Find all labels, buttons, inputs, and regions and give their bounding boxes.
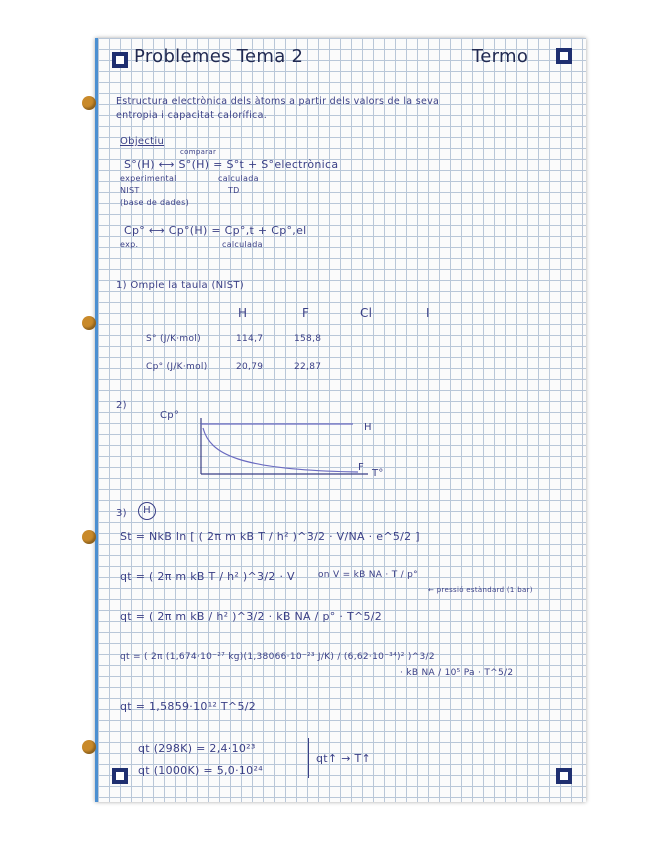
- section-2-heading: 2): [116, 400, 127, 411]
- volume-definition: on V = kB NA · T / p°: [318, 570, 418, 580]
- heat-capacity-equation: Cp° ⟷ Cp°(H) = Cp°,t + Cp°,el: [124, 224, 307, 237]
- column-h: H: [238, 306, 248, 320]
- subject-label: Termo: [472, 46, 529, 67]
- column-cl: Cl: [360, 306, 373, 320]
- intro-line-1: Estructura electrònica dels àtoms a partir dels valors de la seva: [116, 96, 440, 107]
- qt-1000k: qt (1000K) = 5,0·10²⁴: [138, 764, 263, 777]
- conclusion: qt↑ → T↑: [316, 752, 372, 765]
- partition-function-eq: qt = ( 2π m kB T / h² )^3/2 · V: [120, 570, 295, 583]
- series-h-label: H: [364, 422, 372, 433]
- cp-h-value: 20,79: [236, 362, 264, 372]
- td-label: TD: [228, 186, 240, 195]
- partition-function-numeric: qt = ( 2π (1,674·10⁻²⁷ kg)(1,38066·10⁻²³ J/K) / (6,62·10⁻³⁴)² )^3/2: [120, 652, 435, 662]
- qt-298k: qt (298K) = 2,4·10²³: [138, 742, 256, 755]
- graph-xlabel: T°: [372, 468, 384, 479]
- calculated-label: calculada: [218, 174, 259, 183]
- notebook-page: [95, 38, 586, 802]
- binder-hole-icon: [82, 96, 96, 110]
- objective-heading: Objectiu: [120, 136, 165, 147]
- cp-f-value: 22,87: [294, 362, 322, 372]
- section-3-heading: 3): [116, 508, 127, 519]
- exp-label: exp.: [120, 240, 139, 249]
- intro-line-2: entropia i capacitat calorífica.: [116, 110, 268, 121]
- compare-label: comparar: [180, 148, 217, 156]
- entropy-h-value: 114,7: [236, 334, 264, 344]
- binder-hole-icon: [82, 530, 96, 544]
- corner-box-icon: [112, 768, 128, 784]
- page-title: Problemes Tema 2: [134, 46, 304, 67]
- row-cp-label: Cp° (J/K·mol): [146, 362, 208, 372]
- nist-label: NIST: [120, 186, 140, 195]
- partition-function-numeric-tail: · kB NA / 10⁵ Pa · T^5/2: [400, 668, 514, 678]
- partition-function-result: qt = 1,5859·10¹² T^5/2: [120, 700, 257, 713]
- column-i: I: [426, 306, 430, 320]
- binder-hole-icon: [82, 740, 96, 754]
- standard-pressure-note: ← pressió estàndard (1 bar): [428, 586, 533, 594]
- graph-ylabel: Cp°: [160, 410, 180, 421]
- partition-function-simplified: qt = ( 2π m kB / h² )^3/2 · kB NA / p° · T^5/2: [120, 610, 383, 623]
- experimental-label: experimental: [120, 174, 177, 183]
- entropy-f-value: 158,8: [294, 334, 322, 344]
- series-f-label: F: [358, 462, 365, 473]
- database-label: (base de dades): [120, 198, 190, 207]
- circled-h: H: [138, 502, 156, 520]
- entropy-equation: S°(H) ⟷ S°(H) = S°t + S°electrònica: [124, 158, 339, 171]
- series-f-curve: [203, 428, 358, 472]
- column-f: F: [302, 306, 310, 320]
- cp-sketch-graph: [198, 418, 388, 488]
- row-entropy-label: S° (J/K·mol): [146, 334, 201, 344]
- corner-box-icon: [112, 52, 128, 68]
- calculated-label-2: calculada: [222, 240, 263, 249]
- binder-hole-icon: [82, 316, 96, 330]
- corner-box-icon: [556, 768, 572, 784]
- corner-box-icon: [556, 48, 572, 64]
- entropy-translational-equation: St = NkB ln [ ( 2π m kB T / h² )^3/2 · V/NA · e^5/2 ]: [120, 530, 420, 543]
- section-1-heading: 1) Omple la taula (NIST): [116, 280, 244, 291]
- bracket: [304, 738, 309, 778]
